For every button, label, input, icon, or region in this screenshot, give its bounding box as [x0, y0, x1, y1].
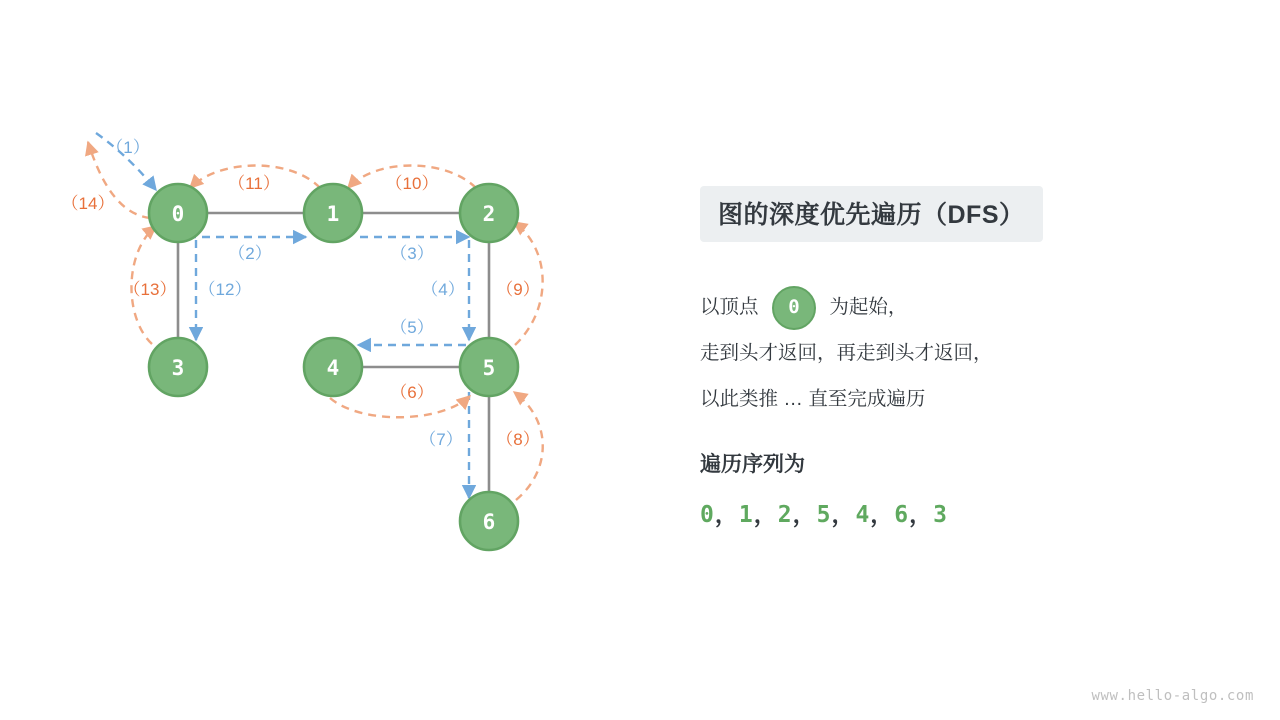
vertex-6-label: 6: [482, 510, 496, 534]
description-line-1-after: 为起始，: [823, 296, 908, 318]
step-label-13: （13）: [123, 280, 177, 299]
description-line-3: 以此类推 … 直至完成遍历: [700, 388, 926, 410]
sequence-sep-3: ，: [831, 502, 856, 528]
vertex-6[interactable]: [460, 492, 518, 550]
vertex-5[interactable]: [460, 338, 518, 396]
step-label-8: （8）: [496, 430, 540, 449]
sequence-heading: 遍历序列为: [700, 453, 805, 476]
watermark: www.hello-algo.com: [1091, 688, 1254, 704]
description-line-2: 走到头才返回，再走到头才返回，: [700, 342, 993, 364]
description-line-1: [700, 284, 1240, 330]
step-label-4: （4）: [421, 280, 465, 299]
step-label-12: （12）: [198, 280, 252, 299]
sequence-sep-0: ，: [714, 502, 739, 528]
sequence-item-4: 4: [855, 502, 871, 528]
sequence-item-6: 3: [933, 502, 949, 528]
traversal-sequence: [700, 496, 1240, 529]
step-label-9: （9）: [496, 280, 540, 299]
step-label-2: （2）: [228, 244, 272, 263]
sequence-sep-5: ，: [909, 502, 934, 528]
step-label-1: （1）: [106, 138, 150, 157]
vertex-0[interactable]: [149, 184, 207, 242]
step-label-10: （10）: [385, 174, 439, 193]
vertex-4-label: 4: [326, 356, 340, 380]
panel-title-box: [700, 186, 1043, 242]
start-vertex-badge: 0: [772, 286, 816, 330]
vertex-1[interactable]: [304, 184, 362, 242]
explanation-panel: [700, 186, 1240, 529]
panel-description: [700, 284, 1240, 422]
vertex-1-label: 1: [326, 202, 340, 226]
vertex-3-label: 3: [171, 356, 185, 380]
sequence-sep-4: ，: [870, 502, 895, 528]
step-label-5: （5）: [390, 318, 434, 337]
vertex-3[interactable]: [149, 338, 207, 396]
graph-vertices: [149, 184, 518, 550]
vertex-4[interactable]: [304, 338, 362, 396]
sequence-item-0: 0: [700, 502, 715, 528]
page-title: 图的深度优先遍历（DFS）: [718, 201, 1025, 229]
sequence-sep-2: ，: [792, 502, 817, 528]
sequence-item-3: 5: [816, 502, 832, 528]
vertex-5-label: 5: [482, 356, 496, 380]
vertex-2-label: 2: [482, 202, 496, 226]
step-label-7: （7）: [419, 430, 463, 449]
step-label-11: （11）: [228, 174, 280, 193]
vertex-0-label: 0: [171, 202, 185, 226]
sequence-item-2: 2: [777, 502, 793, 528]
vertex-2[interactable]: [460, 184, 518, 242]
sequence-sep-1: ，: [753, 502, 778, 528]
sequence-item-5: 6: [894, 502, 910, 528]
step-label-3: （3）: [390, 244, 434, 263]
sequence-item-1: 1: [738, 502, 754, 528]
step-labels: [62, 138, 540, 449]
step-label-14: （14）: [61, 194, 115, 213]
step-label-6: （6）: [390, 383, 434, 402]
description-line-1-before: 以顶点: [700, 296, 764, 318]
